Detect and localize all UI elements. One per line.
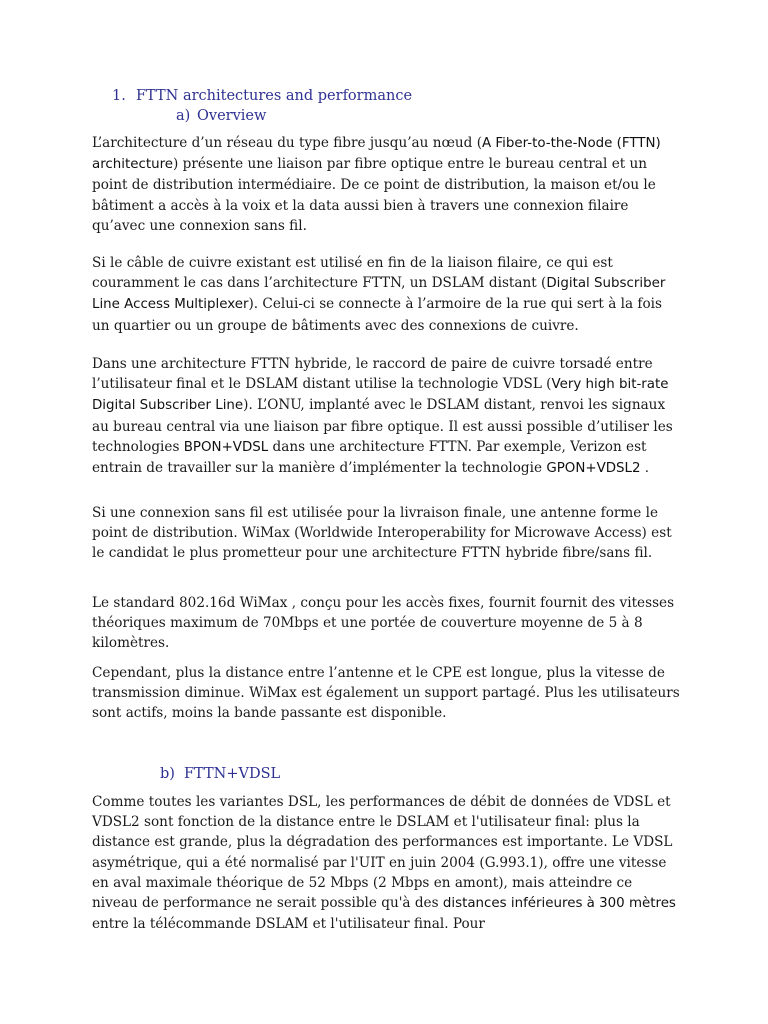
paragraph-emphasis: distances inférieures à 300 mètres bbox=[442, 896, 676, 912]
paragraph-hybrid-vdsl bbox=[92, 354, 682, 479]
subsection-letter: a) bbox=[176, 108, 191, 124]
paragraph-emphasis: GPON+VDSL2 . bbox=[546, 461, 650, 477]
subsection-heading-fttn-vdsl bbox=[160, 765, 280, 783]
paragraph-wireless bbox=[92, 503, 682, 564]
paragraph-text: L’architecture d’un réseau du type fibre jusqu’au nœud ( bbox=[92, 135, 483, 151]
paragraph-fttn-architecture bbox=[92, 133, 682, 236]
paragraph-text: ). L’ONU, implanté avec le DSLAM distant, renvoi les signaux au bureau central via une liaison par fibre optique. Il est aussi possible d’utiliser les technologies bbox=[92, 397, 673, 455]
paragraph-text: Le standard 802.16d WiMax , conçu pour les accès fixes, fournit fournit des vitesses théoriques maximum de 70Mbps et une portée de couverture moyenne de 5 à 8 kilomètres. bbox=[92, 595, 675, 652]
paragraph-emphasis: Digital Subscriber Line Access Multiplexer bbox=[92, 276, 666, 313]
paragraph-dslam bbox=[92, 253, 682, 336]
paragraph-emphasis: Very high bit-rate Digital Subscriber Line bbox=[92, 377, 669, 414]
paragraph-vdsl-performance bbox=[92, 792, 682, 934]
paragraph-text: Comme toutes les variantes DSL, les performances de débit de données de VDSL et VDSL2 sont fonction de la distance entre le DSLAM et l'utilisateur final: plus la distance est grande, plus la dégradation des performances est importante. Le VDSL asymétrique, qui a été normalisé par l'UIT en juin 2004 (G.993.1), offre une vitesse en aval maximale théorique de 52 Mbps (2 Mbps en amont), mais atteindre ce niveau de performance ne serait possible qu'à des bbox=[92, 794, 673, 912]
section-heading bbox=[112, 87, 412, 105]
paragraph-text: dans une architecture FTTN. Par exemple, Verizon est entrain de travailler sur la manière d’implémenter la technologie bbox=[92, 438, 647, 477]
paragraph-text: Si une connexion sans fil est utilisée pour la livraison finale, une antenne forme le point de distribution. WiMax (Worldwide Interoperability for Microwave Access) est le candidat le plus prometteur pour une architecture FTTN hybride fibre/sans fil. bbox=[92, 505, 672, 562]
paragraph-wimax-standard bbox=[92, 593, 682, 654]
section-number: 1. bbox=[112, 88, 126, 104]
paragraph-text: ) présente une liaison par fibre optique entre le bureau central et un point de distribution intermédiaire. De ce point de distribution, la maison et/ou le bâtiment a accès à la voix et la data aussi bien à travers une connexion filaire qu’avec une connexion sans fil. bbox=[92, 156, 656, 234]
section-title: FTTN architectures and performance bbox=[136, 88, 413, 104]
paragraph-text: Dans une architecture FTTN hybride, le raccord de paire de cuivre torsadé entre l’utilisateur final et le DSLAM distant utilise la technologie VDSL ( bbox=[92, 356, 653, 393]
paragraph-wimax-distance bbox=[92, 663, 682, 724]
paragraph-text: Cependant, plus la distance entre l’antenne et le CPE est longue, plus la vitesse de transmission diminue. WiMax est également un support partagé. Plus les utilisateurs sont actifs, moins la bande passante est disponible. bbox=[92, 665, 680, 722]
subsection-heading-overview bbox=[176, 107, 266, 125]
subsection-title: FTTN+VDSL bbox=[184, 766, 281, 782]
subsection-title: Overview bbox=[197, 108, 267, 124]
subsection-letter: b) bbox=[160, 766, 175, 782]
paragraph-text: Si le câble de cuivre existant est utilisé en fin de la liaison filaire, ce qui est couramment le cas dans l’architecture FTTN, un DSLAM distant ( bbox=[92, 255, 613, 292]
paragraph-text: entre la télécommande DSLAM et l'utilisateur final. Pour bbox=[92, 916, 485, 933]
paragraph-emphasis: A Fiber-to-the-Node (FTTN) architecture bbox=[92, 136, 661, 173]
paragraph-emphasis: BPON+VDSL bbox=[183, 439, 269, 455]
paragraph-text: ). Celui-ci se connecte à l’armoire de la rue qui sert à la fois un quartier ou un groupe de bâtiments avec des connexions de cuivre. bbox=[92, 296, 662, 334]
